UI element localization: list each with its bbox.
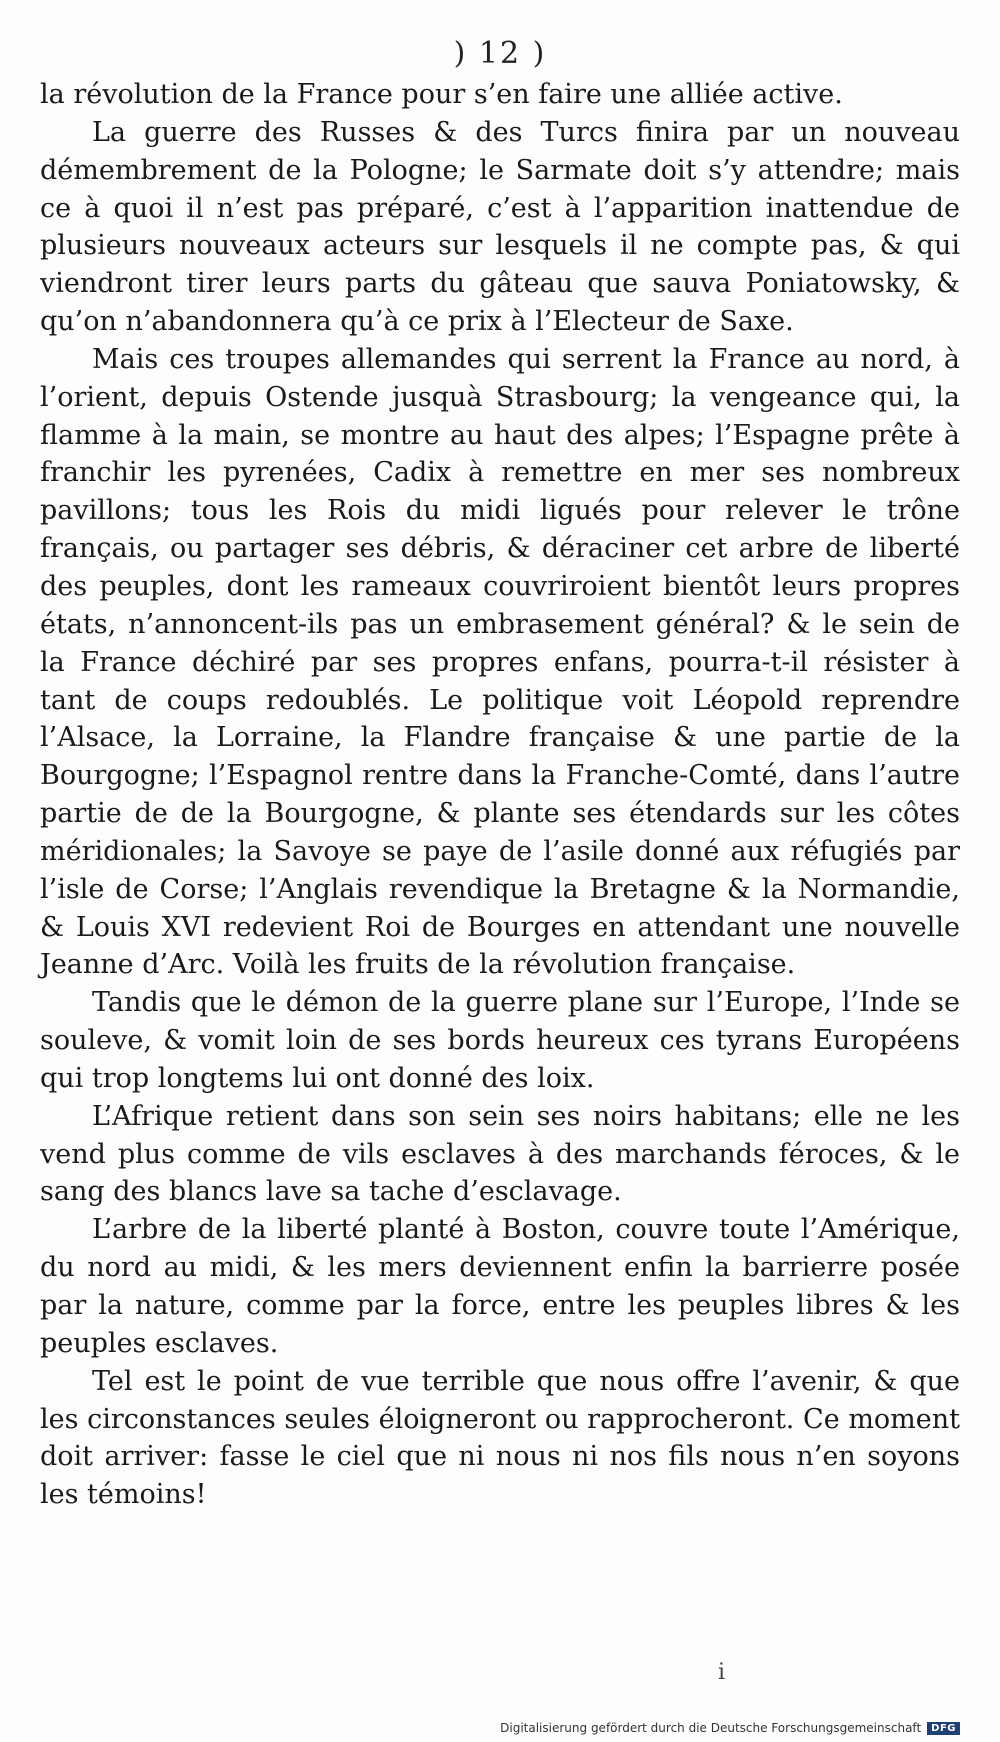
stray-mark: i [718, 1660, 726, 1685]
paragraph: la révolution de la France pour s’en faire une alliée active. [40, 79, 843, 110]
dfg-logo: DFG [927, 1722, 960, 1735]
paragraph: Tel est le point de vue terrible que nous offre l’avenir, & que les circonstances seules éloigneront ou rapprocheront. Ce moment doit arriver: fasse le ciel que ni nous ni nos fils nous n’en soyons les témoins! [40, 1365, 960, 1511]
paragraph: Mais ces troupes allemandes qui serrent la France au nord, à l’orient, depuis Ostende jusquà Strasbourg; la vengeance qui, la flamme à la main, se montre au haut des alpes; l’Espagne prête à franchir les pyrenées, Cadix à remettre en mer ses nombreux pavillons; tous les Rois du midi ligués pour relever le trône français, ou partager ses débris, & déraciner cet arbre de liberté des peuples, dont les rameaux couvriroient bientôt leurs propres états, n’annoncent-ils pas un embrasement général? & le sein de la France déchiré par ses propres enfans, pourra-t-il résister à tant de coups redoublés. Le politique voit Léopold reprendre l’Alsace, la Lorraine, la Flandre française & une partie de la Bourgogne; l’Espagnol rentre dans la Franche-Comté, dans l’autre partie de de la Bourgogne, & plante ses étendards sur les côtes méridionales; la Savoye se paye de l’asile donné aux réfugiés par l’isle de Corse; l’Anglais revendique la Bretagne & la Normandie, & Louis XVI redevient Roi de Bourges en attendant une nouvelle Jeanne d’Arc. Voilà les fruits de la révolution française. [40, 343, 960, 981]
footer-text: Digitalisierung gefördert durch die Deutsche Forschungsgemeinschaft [500, 1721, 922, 1735]
paragraph: L’Afrique retient dans son sein ses noirs habitans; elle ne les vend plus comme de vils esclaves à des marchands féroces, & le sang des blancs lave sa tache d’esclavage. [40, 1100, 960, 1208]
page-number: ) 12 ) [453, 36, 547, 71]
paragraph: L’arbre de la liberté planté à Boston, couvre toute l’Amérique, du nord au midi, & les mers deviennent enfin la barrierre posée par la nature, comme par la force, entre les peuples libres & les peuples esclaves. [40, 1214, 960, 1359]
digitization-footer [500, 1721, 960, 1735]
paragraph: La guerre des Russes & des Turcs finira par un nouveau démembrement de la Pologne; le Sarmate doit s’y attendre; mais ce à quoi il n’est pas préparé, c’est à l’apparition inattendue de plusieurs nouveaux acteurs sur lesquels il ne compte pas, & qui viendront tirer leurs parts du gâteau que sauva Poniatowsky, & qu’on n’abandonnera qu’à ce prix à l’Electeur de Saxe. [40, 116, 960, 338]
paragraph: Tandis que le démon de la guerre plane sur l’Europe, l’Inde se souleve, & vomit loin de ses bords heureux ces tyrans Européens qui trop longtems lui ont donné des loix. [40, 987, 960, 1094]
body-text [40, 76, 960, 1514]
